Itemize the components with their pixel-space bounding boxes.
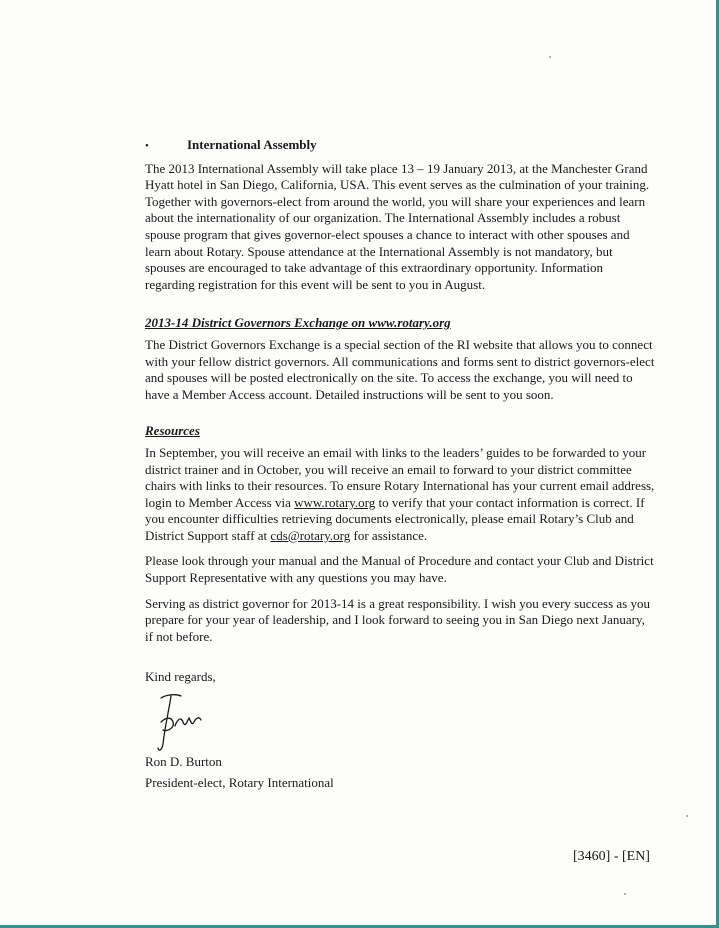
signer-title: President-elect, Rotary International (145, 774, 334, 790)
document-code: [3460] - [EN] (573, 849, 650, 864)
resources-text-1: In September, you will receive an email with links to the leaders’ guides to be forwarded to your district trainer and in October, you will receive an email to forward to your district committee chairs with links to their resources. To ensure Rotary International has your current email address, login to Member Access via (145, 444, 655, 510)
exchange-paragraph: The District Governors Exchange is a special section of the RI website that allows you to connect with your fellow district governors. All communications and forms sent to district governors-elect and spouses will be posted electronically on the site. To access the exchange, you will need to have a Member Access account. Detailed instructions will be sent to you soon. (145, 336, 655, 402)
signer-name: Ron D. Burton (145, 754, 222, 770)
signature-image (147, 692, 655, 754)
scan-speck (686, 815, 688, 817)
cds-email-link[interactable]: cds@rotary.org (270, 527, 351, 543)
manual-paragraph: Please look through your manual and the Manual of Procedure and contact your Club and District Support Representative with any questions you may have. (145, 553, 654, 586)
assembly-title: International Assembly (187, 137, 317, 152)
rotary-website-link[interactable]: www.rotary.org (294, 494, 376, 510)
bullet-icon: • (145, 140, 149, 152)
closing-paragraph: Serving as district governor for 2013-14 is a great responsibility. I wish you every success as you prepare for your year of leadership, and I look forward to seeing you in San Diego next January, if not before. (145, 595, 650, 644)
letter-body (145, 137, 655, 791)
exchange-heading: 2013-14 District Governors Exchange on www.rotary.org (145, 315, 451, 331)
resources-text-3: for assistance. (350, 527, 428, 543)
scan-speck (549, 56, 551, 58)
resources-heading: Resources (145, 423, 200, 439)
scan-speck (624, 893, 626, 895)
resources-paragraph (145, 445, 655, 545)
salutation: Kind regards, (145, 669, 216, 685)
assembly-heading (145, 137, 655, 155)
resources-text-2: to verify that your contact information is correct. If you encounter difficulties retrieving documents electronically, please email Rotary’s Club and District Support staff at (145, 494, 645, 543)
assembly-paragraph: The 2013 International Assembly will take place 13 – 19 January 2013, at the Manchester Grand Hyatt hotel in San Diego, California, USA. This event serves as the culmination of your training. Together with governors-elect from around the world, you will share your experiences and learn about the internationality of our organization. The International Assembly includes a robust spouse program that gives governor-elect spouses a chance to interact with other spouses and learn about Rotary. Spouse attendance at the International Assembly is not mandatory, but spouses are encouraged to take advantage of this extraordinary opportunity. Information regarding registration for this event will be sent to you in August. (145, 160, 650, 292)
